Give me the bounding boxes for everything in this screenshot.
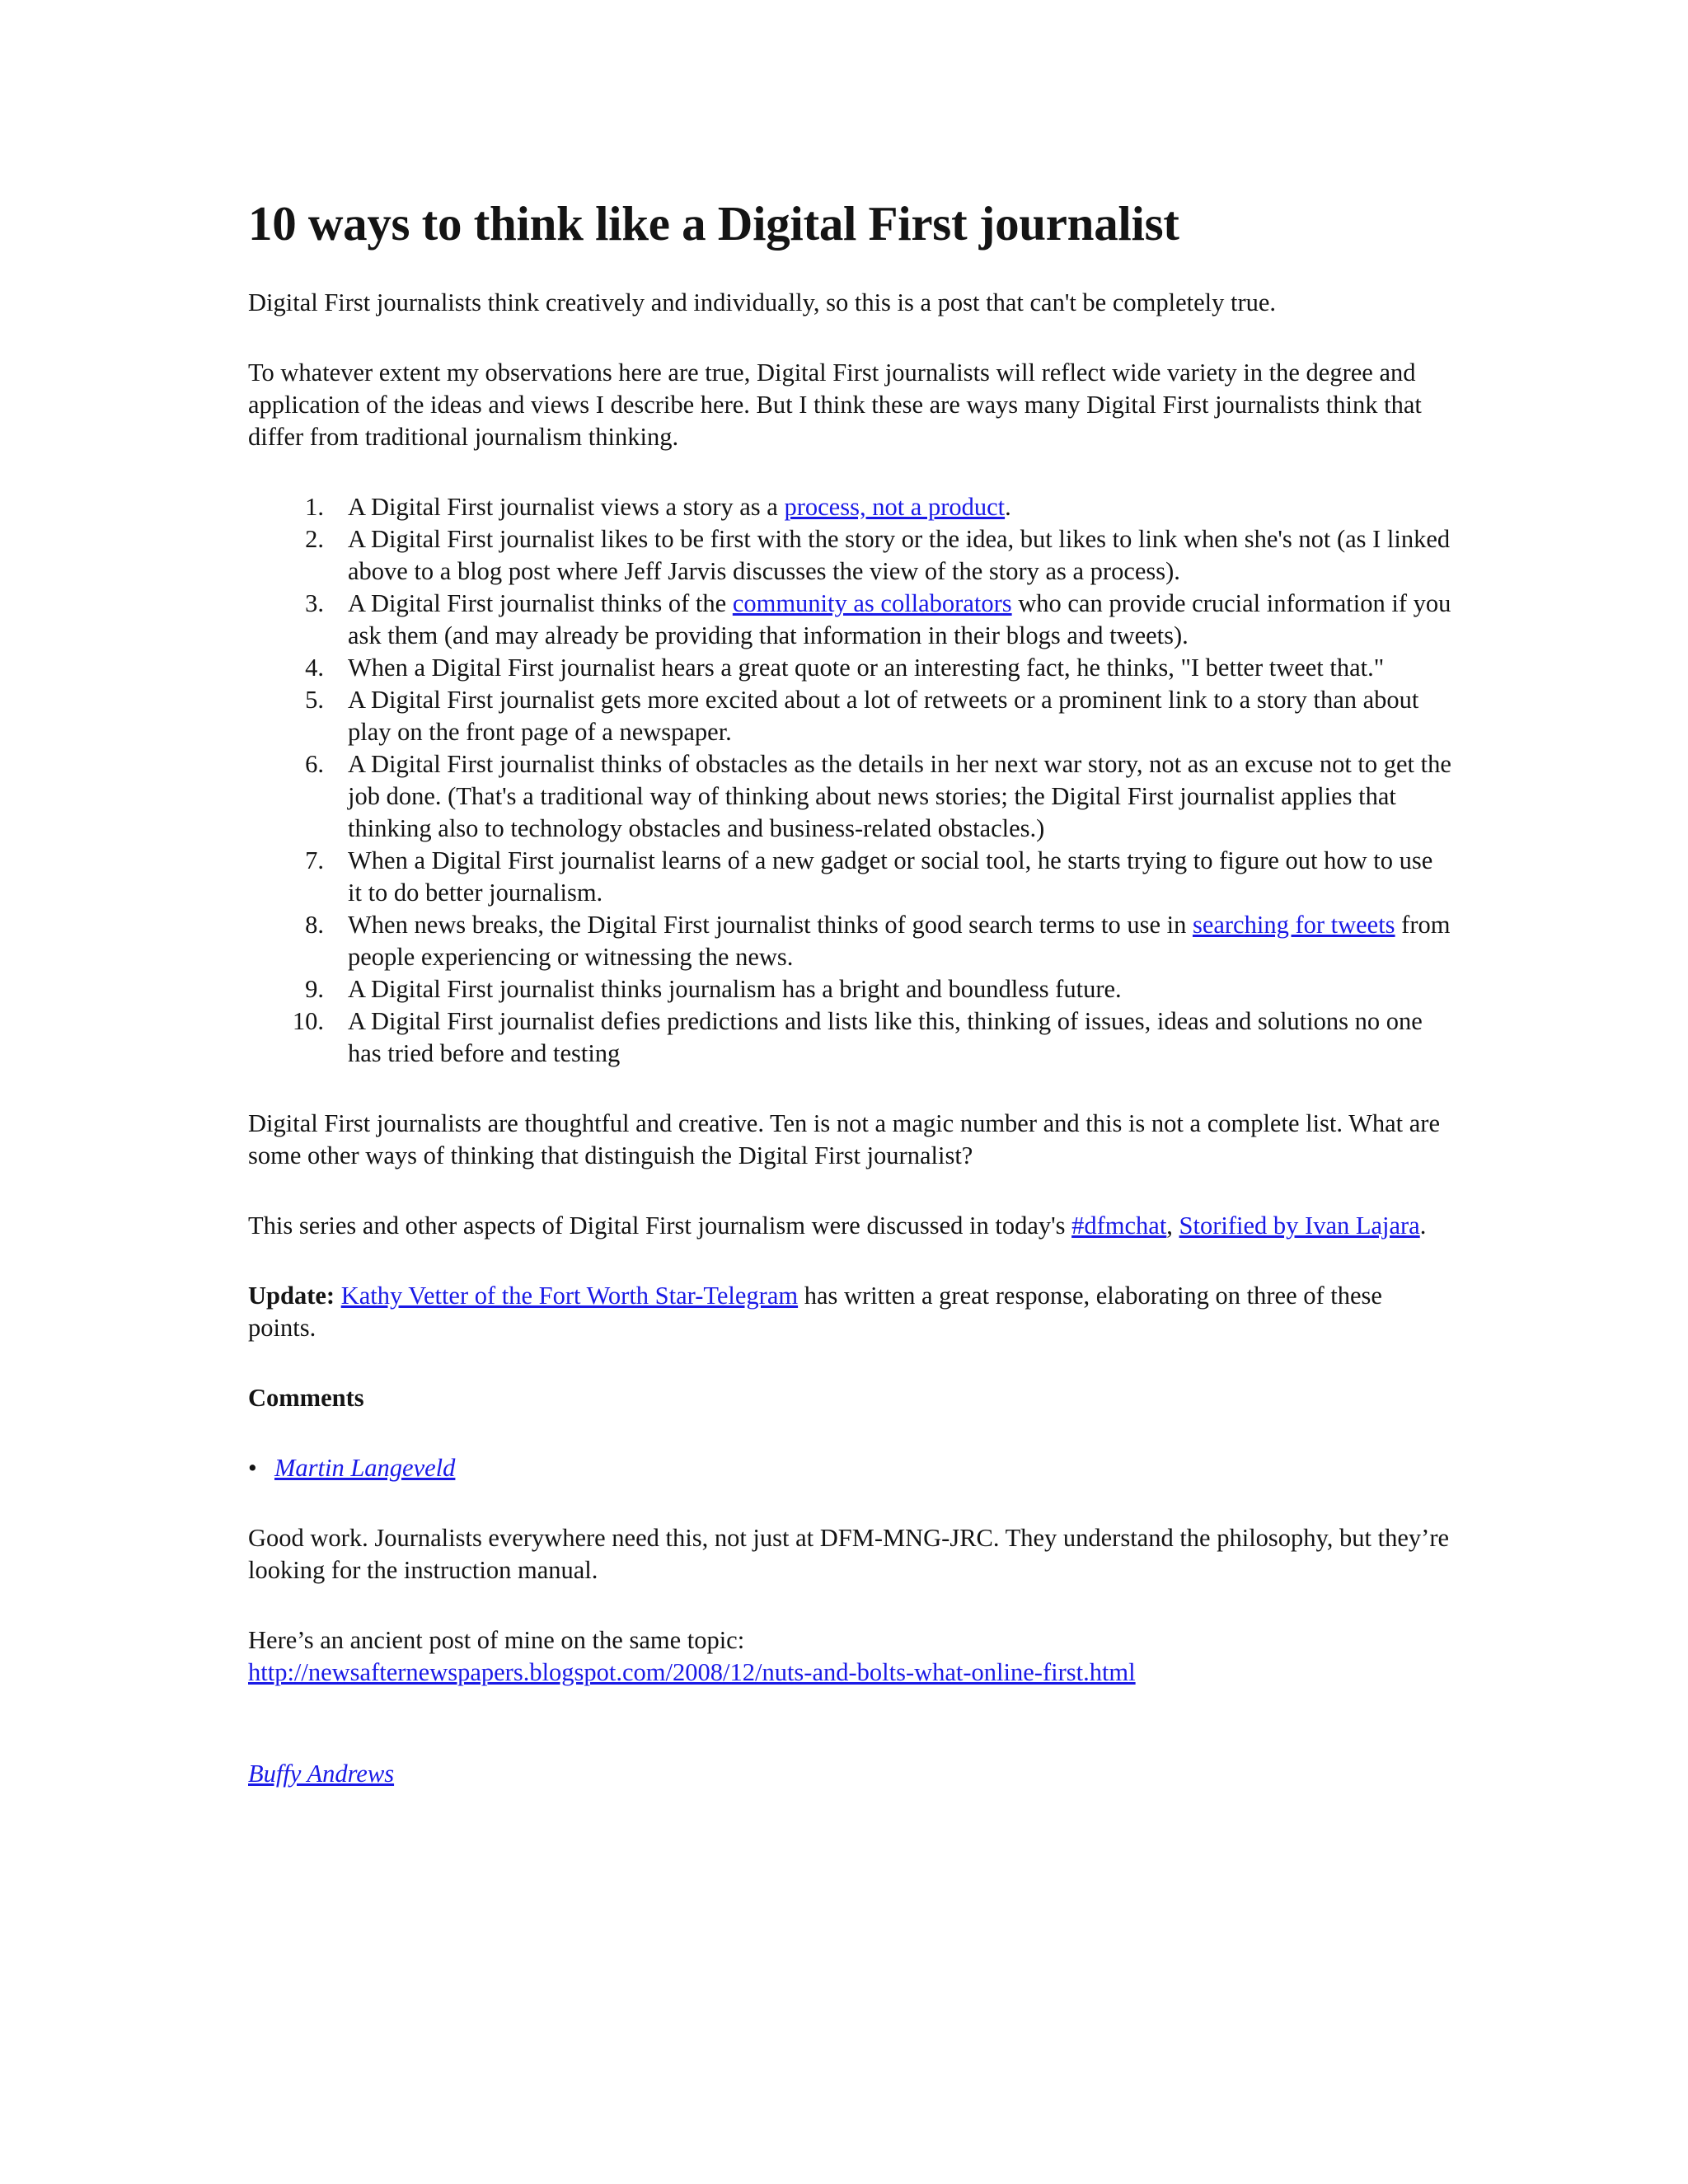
list-item (248, 909, 1451, 973)
list-item (248, 523, 1451, 588)
searching-for-tweets-link[interactable]: searching for tweets (1192, 911, 1395, 939)
list-number: 10. (292, 1007, 324, 1035)
community-as-collaborators-link[interactable]: community as collaborators (732, 589, 1012, 617)
comment-author-link[interactable]: Martin Langeveld (274, 1454, 456, 1482)
list-number: 9. (305, 975, 324, 1003)
closing-paragraph: Digital First journalists are thoughtful and creative. Ten is not a magic number and this is not a complete list. What are some other ways of thinking that distinguish the Digital First journalist? (248, 1109, 1440, 1169)
list-number: 3. (305, 589, 324, 617)
comment-link-intro: Here’s an ancient post of mine on the same topic: (248, 1626, 745, 1654)
list-item (248, 1005, 1451, 1070)
list-number: 8. (305, 911, 324, 939)
comment-author-row (248, 1452, 1451, 1484)
comment-body: Good work. Journalists everywhere need this, not just at DFM-MNG-JRC. They understand the philosophy, but they’re looking for the instruction manual. (248, 1524, 1450, 1584)
update-text: has written a great response, elaborating on three of these points. (248, 1282, 1382, 1342)
list-text: When a Digital First journalist hears a great quote or an interesting fact, he thinks, "I better tweet that." (348, 654, 1385, 682)
ways-list (248, 491, 1451, 1070)
list-text: A Digital First journalist thinks journalism has a bright and boundless future. (348, 975, 1122, 1003)
intro-paragraph-2: To whatever extent my observations here are true, Digital First journalists will reflect wide variety in the degree and application of the ideas and views I describe here. But I think these are ways many Digital First journalists think that differ from traditional journalism thinking. (248, 359, 1422, 451)
list-text: A Digital First journalist defies predictions and lists like this, thinking of issues, ideas and solutions no one has tried before and testing (348, 1007, 1423, 1067)
intro-paragraph-1: Digital First journalists think creatively and individually, so this is a post that can't be completely true. (248, 288, 1277, 316)
list-text-after: . (1005, 493, 1011, 521)
list-number: 5. (305, 686, 324, 714)
list-number: 2. (305, 525, 324, 553)
list-item (248, 684, 1451, 748)
list-number: 4. (305, 654, 324, 682)
list-item (248, 748, 1451, 845)
series-text: This series and other aspects of Digital First journalism were discussed in today's (248, 1212, 1072, 1240)
list-item (248, 588, 1451, 652)
list-text-after: from people experiencing or witnessing the news. (348, 911, 1451, 971)
bullet-icon: • (248, 1454, 257, 1482)
process-not-product-link[interactable]: process, not a product (784, 493, 1006, 521)
dfmchat-link[interactable]: #dfmchat (1071, 1212, 1167, 1240)
comment-author-link[interactable]: Buffy Andrews (248, 1760, 395, 1788)
list-item (248, 845, 1451, 909)
list-number: 6. (305, 750, 324, 778)
list-item (248, 652, 1451, 684)
list-text: A Digital First journalist thinks of the (348, 589, 733, 617)
list-number: 1. (305, 493, 324, 521)
article (248, 194, 1451, 1828)
comment-url-link[interactable]: http://newsafternewspapers.blogspot.com/2008/12/nuts-and-bolts-what-online-first.html (248, 1658, 1136, 1686)
storified-link[interactable]: Storified by Ivan Lajara (1179, 1212, 1420, 1240)
series-end: . (1419, 1212, 1427, 1240)
update-label: Update: (248, 1282, 335, 1310)
kathy-vetter-link[interactable]: Kathy Vetter of the Fort Worth Star-Telegram (340, 1282, 799, 1310)
list-text-after: who can provide crucial information if you ask them (and may already be providing that information in their blogs and tweets). (348, 589, 1451, 649)
series-paragraph (248, 1210, 1451, 1242)
list-text: A Digital First journalist views a story as a (348, 493, 785, 521)
comments-heading: Comments (248, 1384, 364, 1412)
comment-author-row-2 (248, 1758, 1451, 1790)
update-paragraph (248, 1280, 1451, 1344)
list-text: When news breaks, the Digital First journalist thinks of good search terms to use in (348, 911, 1193, 939)
article-title: 10 ways to think like a Digital First journalist (248, 196, 1179, 251)
list-number: 7. (305, 846, 324, 874)
list-item (248, 491, 1451, 523)
list-text: A Digital First journalist gets more excited about a lot of retweets or a prominent link to a story than about play on the front page of a newspaper. (348, 686, 1419, 746)
series-separator: , (1166, 1212, 1179, 1240)
list-item (248, 973, 1451, 1005)
list-text: When a Digital First journalist learns of a new gadget or social tool, he starts trying to figure out how to use it to do better journalism. (348, 846, 1433, 907)
comment-link-paragraph (248, 1624, 1451, 1689)
list-text: A Digital First journalist thinks of obstacles as the details in her next war story, not as an excuse not to get the job done. (That's a traditional way of thinking about news stories; the Digital First journalist applies that thinking also to technology obstacles and business-related obstacles.) (348, 750, 1451, 842)
list-text: A Digital First journalist likes to be first with the story or the idea, but likes to link when she's not (as I linked above to a blog post where Jeff Jarvis discusses the view of the story as a process). (348, 525, 1451, 585)
